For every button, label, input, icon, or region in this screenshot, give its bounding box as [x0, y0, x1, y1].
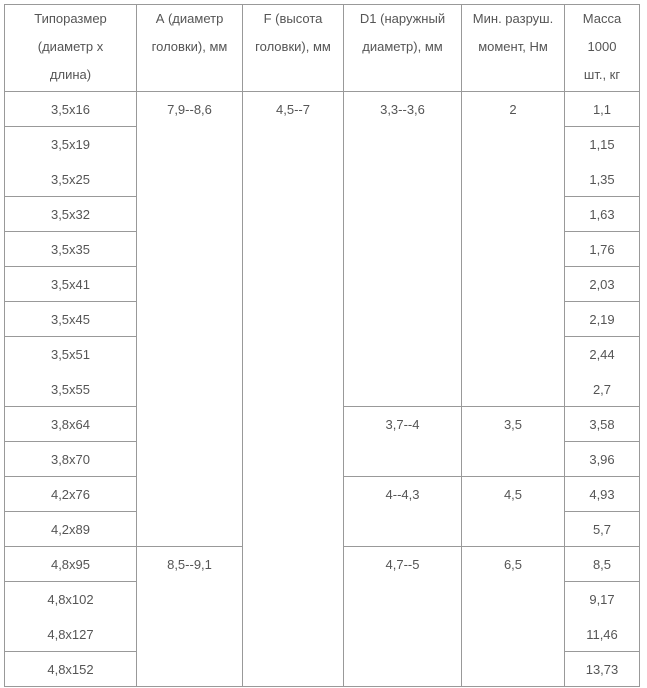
size-cell: 4,8x95: [5, 547, 137, 582]
size-cell: 3,5x51: [5, 337, 137, 372]
size-cell: 4,8x127: [5, 617, 137, 652]
mass-cell: 11,46: [565, 617, 640, 652]
header-min-moment: Мин. разруш. момент, Нм: [462, 5, 565, 92]
mass-cell: 1,35: [565, 162, 640, 197]
min-moment-cell: 4,5: [462, 477, 565, 547]
outer-diameter-cell: 3,7--4: [344, 407, 462, 477]
size-cell: 3,8x64: [5, 407, 137, 442]
header-head-diameter: А (диаметр головки), мм: [137, 5, 243, 92]
outer-diameter-cell: 4,7--5: [344, 547, 462, 687]
header-size: Типоразмер (диаметр х длина): [5, 5, 137, 92]
mass-cell: 9,17: [565, 582, 640, 617]
size-cell: 4,8x152: [5, 652, 137, 687]
table-row: [5, 92, 640, 127]
mass-cell: 2,03: [565, 267, 640, 302]
header-mass: Масса 1000 шт., кг: [565, 5, 640, 92]
mass-cell: 5,7: [565, 512, 640, 547]
size-cell: 4,2x89: [5, 512, 137, 547]
size-cell: 4,8x102: [5, 582, 137, 617]
mass-cell: 4,93: [565, 477, 640, 512]
size-cell: 4,2x76: [5, 477, 137, 512]
mass-cell: 8,5: [565, 547, 640, 582]
mass-cell: 3,58: [565, 407, 640, 442]
header-outer-diameter: D1 (наружный диаметр), мм: [344, 5, 462, 92]
size-cell: 3,5x35: [5, 232, 137, 267]
size-cell: 3,5x41: [5, 267, 137, 302]
head-diameter-cell: 7,9--8,6: [137, 92, 243, 547]
header-row: [5, 5, 640, 92]
size-cell: 3,8x70: [5, 442, 137, 477]
size-cell: 3,5x45: [5, 302, 137, 337]
min-moment-cell: 3,5: [462, 407, 565, 477]
mass-cell: 2,19: [565, 302, 640, 337]
size-cell: 3,5x16: [5, 92, 137, 127]
mass-cell: 1,1: [565, 92, 640, 127]
size-cell: 3,5x19: [5, 127, 137, 162]
size-cell: 3,5x55: [5, 372, 137, 407]
outer-diameter-cell: 4--4,3: [344, 477, 462, 547]
mass-cell: 2,44: [565, 337, 640, 372]
mass-cell: 1,15: [565, 127, 640, 162]
size-cell: 3,5x25: [5, 162, 137, 197]
mass-cell: 3,96: [565, 442, 640, 477]
head-diameter-cell: 8,5--9,1: [137, 547, 243, 687]
outer-diameter-cell: 3,3--3,6: [344, 92, 462, 407]
mass-cell: 13,73: [565, 652, 640, 687]
specs-table: [4, 4, 640, 687]
head-height-cell: 4,5--7: [243, 92, 344, 687]
min-moment-cell: 2: [462, 92, 565, 407]
min-moment-cell: 6,5: [462, 547, 565, 687]
size-cell: 3,5x32: [5, 197, 137, 232]
header-head-height: F (высота головки), мм: [243, 5, 344, 92]
mass-cell: 1,76: [565, 232, 640, 267]
mass-cell: 2,7: [565, 372, 640, 407]
mass-cell: 1,63: [565, 197, 640, 232]
